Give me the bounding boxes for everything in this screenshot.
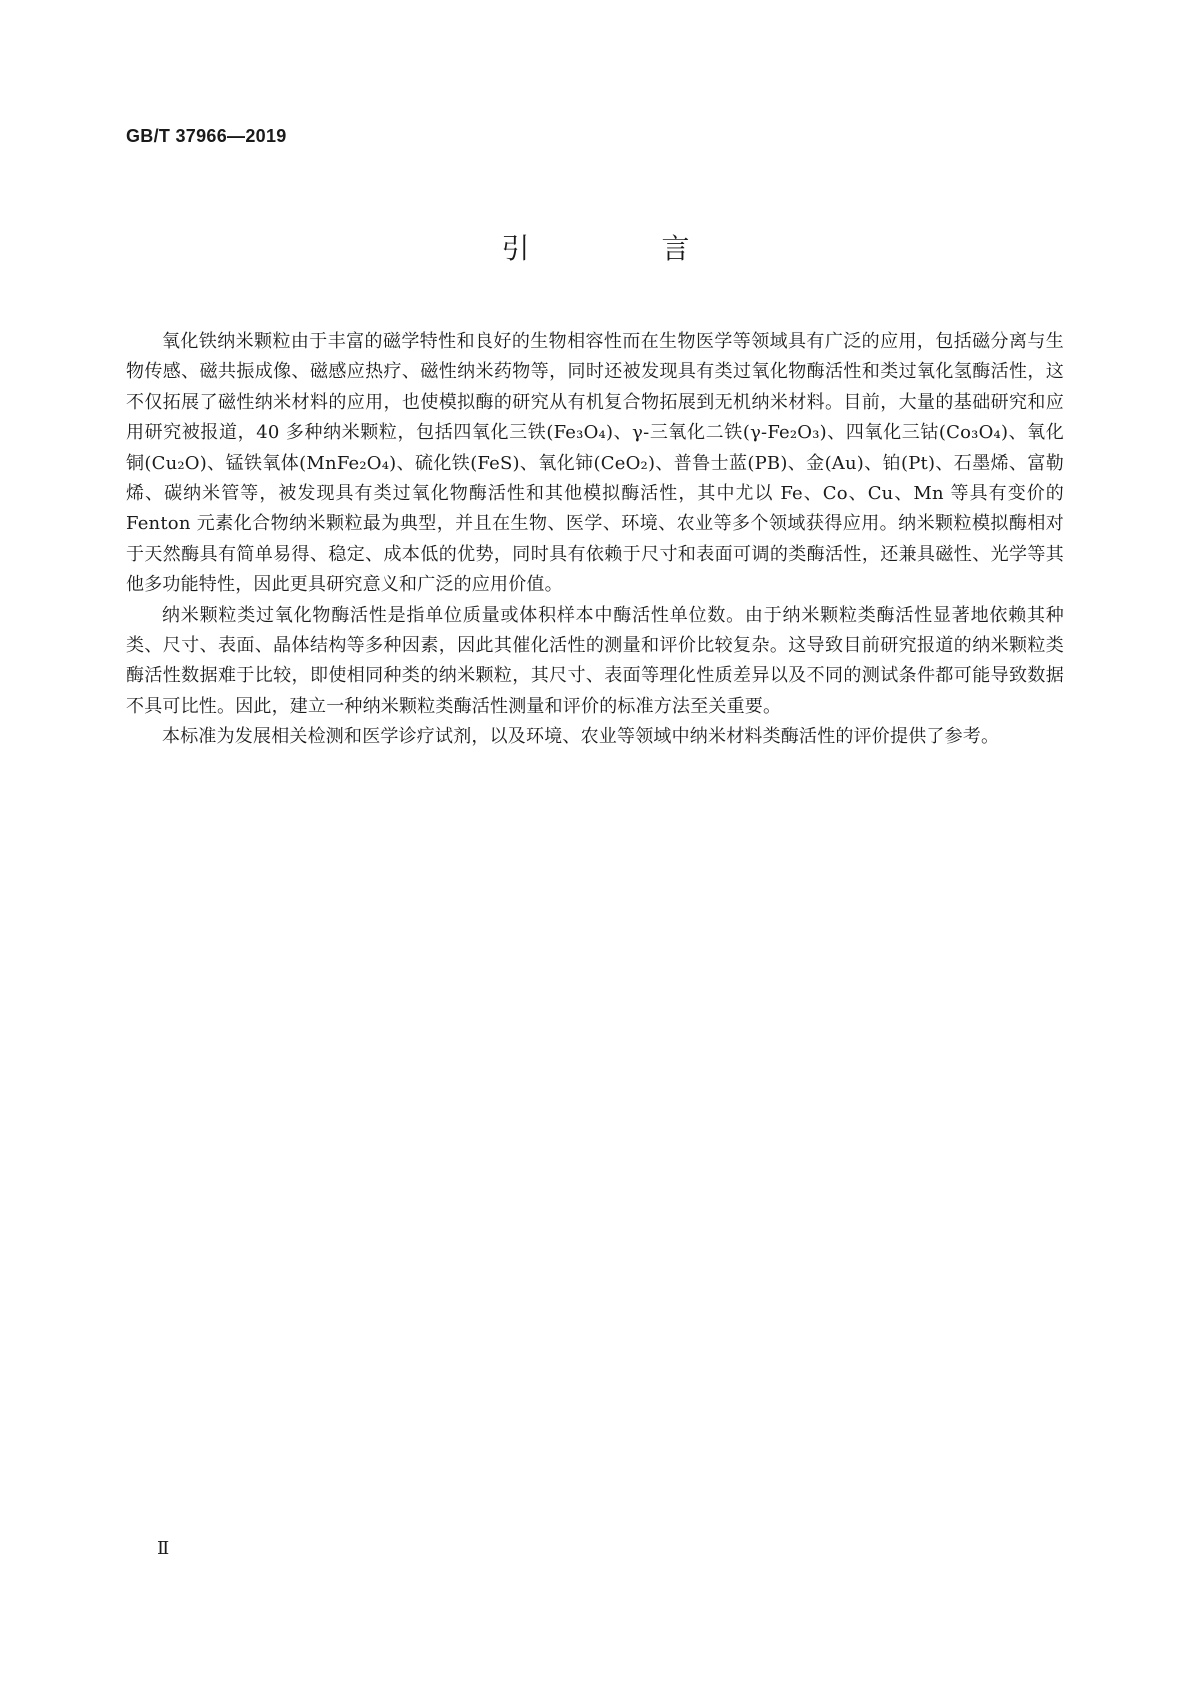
paragraph-3: 本标准为发展相关检测和医学诊疗试剂，以及环境、农业等领域中纳米材料类酶活性的评价提供了参考。 — [162, 726, 1000, 748]
body-text — [126, 327, 1064, 753]
standard-number: GB/T 37966—2019 — [126, 126, 287, 146]
paragraph-1: 氧化铁纳米颗粒由于丰富的磁学特性和良好的生物相容性而在生物医学等领域具有广泛的应用，包括磁分离与生物传感、磁共振成像、磁感应热疗、磁性纳米药物等，同时还被发现具有类过氧化物酶活性和类过氧化氢酶活性，这不仅拓展了磁性纳米材料的应用，也使模拟酶的研究从有机复合物拓展到无机纳米材料。目前，大量的基础研究和应用研究被报道，40 多种纳米颗粒，包括四氧化三铁(Fe₃O₄)、γ-三氧化二铁(γ-Fe₂O₃)、四氧化三钴(Co₃O₄)、氧化铜(Cu₂O)、锰铁氧体(MnFe₂O₄)、硫化铁(FeS)、氧化铈(CeO₂)、普鲁士蓝(PB)、金(Au)、铂(Pt)、石墨烯、富勒烯、碳纳米管等，被发现具有类过氧化物酶活性和其他模拟酶活性，其中尤以 Fe、Co、Cu、Mn 等具有变价的 Fenton 元素化合物纳米颗粒最为典型，并且在生物、医学、环境、农业等多个领域获得应用。纳米颗粒模拟酶相对于天然酶具有简单易得、稳定、成本低的优势，同时具有依赖于尺寸和表面可调的类酶活性，还兼具磁性、光学等其他多功能特性，因此更具研究意义和广泛的应用价值。 — [126, 331, 1064, 596]
page-number: Ⅱ — [157, 1538, 170, 1558]
page-title: 引 言 — [501, 232, 742, 265]
paragraph-2: 纳米颗粒类过氧化物酶活性是指单位质量或体积样本中酶活性单位数。由于纳米颗粒类酶活性显著地依赖其种类、尺寸、表面、晶体结构等多种因素，因此其催化活性的测量和评价比较复杂。这导致目前研究报道的纳米颗粒类酶活性数据难于比较，即使相同种类的纳米颗粒，其尺寸、表面等理化性质差异以及不同的测试条件都可能导致数据不具可比性。因此，建立一种纳米颗粒类酶活性测量和评价的标准方法至关重要。 — [126, 604, 1064, 717]
